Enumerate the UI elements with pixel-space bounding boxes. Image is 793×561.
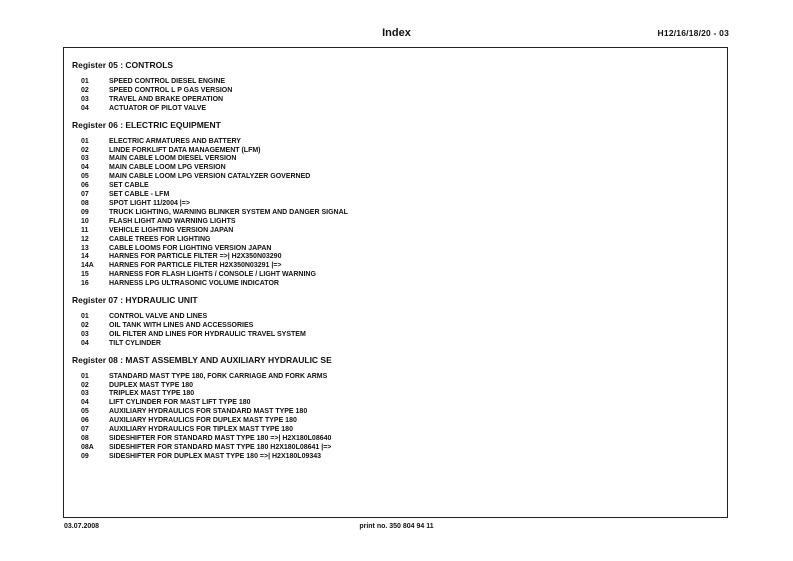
index-entry[interactable] bbox=[72, 87, 719, 96]
index-entry[interactable] bbox=[72, 382, 719, 391]
entry-number: 04 bbox=[81, 399, 89, 407]
entry-number: 02 bbox=[81, 86, 89, 94]
register-list bbox=[72, 60, 719, 468]
register-section bbox=[72, 60, 719, 114]
entry-number: 11 bbox=[81, 226, 89, 234]
index-entry[interactable] bbox=[72, 280, 719, 289]
index-entry[interactable] bbox=[72, 200, 719, 209]
entry-title: SPEED CONTROL L P GAS VERSION bbox=[109, 86, 233, 94]
index-entry[interactable] bbox=[72, 209, 719, 218]
index-entry[interactable] bbox=[72, 373, 719, 382]
register-section bbox=[72, 355, 719, 462]
entry-title: LINDE FORKLIFT DATA MANAGEMENT (LFM) bbox=[109, 146, 261, 154]
index-entry[interactable] bbox=[72, 253, 719, 262]
entry-title: SET CABLE - LFM bbox=[109, 191, 170, 199]
entry-number: 02 bbox=[81, 321, 89, 329]
entry-number: 08 bbox=[81, 199, 89, 207]
entry-title: HARNESS FOR FLASH LIGHTS / CONSOLE / LIGHT WARNING bbox=[109, 271, 316, 279]
index-entry[interactable] bbox=[72, 390, 719, 399]
entry-number: 05 bbox=[81, 408, 89, 416]
entry-number: 12 bbox=[81, 235, 89, 243]
index-entry[interactable] bbox=[72, 313, 719, 322]
entry-number: 05 bbox=[81, 173, 89, 181]
index-frame bbox=[63, 47, 728, 518]
index-entry[interactable] bbox=[72, 426, 719, 435]
entry-number: 02 bbox=[81, 146, 89, 154]
entry-number: 04 bbox=[81, 104, 89, 112]
entry-number: 07 bbox=[81, 426, 89, 434]
index-entry[interactable] bbox=[72, 155, 719, 164]
entry-number: 09 bbox=[81, 208, 89, 216]
entry-title: HARNES FOR PARTICLE FILTER =>| H2X350N03290 bbox=[109, 253, 282, 261]
index-entry[interactable] bbox=[72, 78, 719, 87]
entry-title: MAIN CABLE LOOM DIESEL VERSION bbox=[109, 155, 237, 163]
entry-title: LIFT CYLINDER FOR MAST LIFT TYPE 180 bbox=[109, 399, 251, 407]
entry-number: 16 bbox=[81, 280, 89, 288]
entry-title: CONTROL VALVE AND LINES bbox=[109, 313, 208, 321]
index-entry[interactable] bbox=[72, 236, 719, 245]
index-entry[interactable] bbox=[72, 173, 719, 182]
index-entry[interactable] bbox=[72, 138, 719, 147]
index-entry[interactable] bbox=[72, 262, 719, 271]
entry-number: 02 bbox=[81, 381, 89, 389]
entry-number: 06 bbox=[81, 417, 89, 425]
entry-title: AUXILIARY HYDRAULICS FOR DUPLEX MAST TYPE 180 bbox=[109, 417, 297, 425]
entry-title: TRIPLEX MAST TYPE 180 bbox=[109, 390, 195, 398]
index-entry[interactable] bbox=[72, 218, 719, 227]
entry-title: SIDESHIFTER FOR STANDARD MAST TYPE 180 =>| H2X180L08640 bbox=[109, 435, 332, 442]
register-entries bbox=[72, 138, 719, 289]
entry-number: 08 bbox=[81, 435, 89, 442]
index-entry[interactable] bbox=[72, 408, 719, 417]
register-entries bbox=[72, 78, 719, 114]
entry-number: 01 bbox=[81, 137, 89, 145]
entry-title: VEHICLE LIGHTING VERSION JAPAN bbox=[109, 226, 234, 234]
entry-number: 08A bbox=[81, 443, 94, 451]
entry-number: 04 bbox=[81, 164, 89, 172]
entry-title: SIDESHIFTER FOR DUPLEX MAST TYPE 180 =>| H2X180L09343 bbox=[109, 452, 322, 460]
entry-title: MAIN CABLE LOOM LPG VERSION CATALYZER GOVERNED bbox=[109, 173, 311, 181]
index-entry[interactable] bbox=[72, 322, 719, 331]
index-entry[interactable] bbox=[72, 105, 719, 114]
index-entry[interactable] bbox=[72, 227, 719, 236]
entry-number: 06 bbox=[81, 182, 89, 190]
entry-title: MAIN CABLE LOOM LPG VERSION bbox=[109, 164, 226, 172]
index-entry[interactable] bbox=[72, 147, 719, 156]
index-entry[interactable] bbox=[72, 331, 719, 340]
index-entry[interactable] bbox=[72, 182, 719, 191]
entry-title: HARNESS LPG ULTRASONIC VOLUME INDICATOR bbox=[109, 280, 279, 288]
entry-title: ELECTRIC ARMATURES AND BATTERY bbox=[109, 137, 241, 145]
register-title: Register 05 : CONTROLS bbox=[72, 60, 174, 70]
document-code: H12/16/18/20 - 03 bbox=[657, 28, 729, 38]
register-entries bbox=[72, 373, 719, 462]
entry-title: SPEED CONTROL DIESEL ENGINE bbox=[109, 78, 226, 85]
index-entry[interactable] bbox=[72, 340, 719, 349]
entry-title: DUPLEX MAST TYPE 180 bbox=[109, 381, 194, 389]
entry-number: 01 bbox=[81, 313, 89, 321]
register-title: Register 06 : ELECTRIC EQUIPMENT bbox=[72, 119, 221, 130]
register-entries bbox=[72, 313, 719, 349]
page-title: Index bbox=[382, 27, 411, 39]
register-section bbox=[72, 120, 719, 289]
index-entry[interactable] bbox=[72, 96, 719, 105]
register-title: Register 07 : HYDRAULIC UNIT bbox=[72, 295, 198, 306]
entry-title: TILT CYLINDER bbox=[109, 339, 161, 347]
index-entry[interactable] bbox=[72, 191, 719, 200]
index-entry[interactable] bbox=[72, 399, 719, 408]
index-entry[interactable] bbox=[72, 164, 719, 173]
entry-title: STANDARD MAST TYPE 180, FORK CARRIAGE AND FORK ARMS bbox=[109, 372, 328, 380]
entry-number: 14 bbox=[81, 253, 89, 261]
entry-title: AUXILIARY HYDRAULICS FOR TIPLEX MAST TYPE 180 bbox=[109, 426, 293, 434]
entry-number: 15 bbox=[81, 271, 89, 279]
entry-title: ACTUATOR OF PILOT VALVE bbox=[109, 104, 207, 112]
entry-number: 03 bbox=[81, 390, 89, 398]
entry-number: 03 bbox=[81, 155, 89, 163]
footer-print-number: print no. 350 804 94 11 bbox=[359, 523, 434, 530]
index-entry[interactable] bbox=[72, 444, 719, 453]
entry-number: 13 bbox=[81, 244, 89, 252]
entry-title: AUXILIARY HYDRAULICS FOR STANDARD MAST TYPE 180 bbox=[109, 408, 308, 416]
entry-title: CABLE LOOMS FOR LIGHTING VERSION JAPAN bbox=[109, 244, 272, 252]
entry-title: SIDESHIFTER FOR STANDARD MAST TYPE 180 H2X180L08641 |=> bbox=[109, 443, 332, 451]
entry-title: FLASH LIGHT AND WARNING LIGHTS bbox=[109, 217, 236, 225]
register-title: Register 08 : MAST ASSEMBLY AND AUXILIARY HYDRAULIC SE bbox=[72, 354, 332, 365]
entry-title: OIL TANK WITH LINES AND ACCESSORIES bbox=[109, 321, 254, 329]
entry-number: 14A bbox=[81, 262, 94, 270]
index-entry[interactable] bbox=[72, 435, 719, 444]
entry-number: 09 bbox=[81, 452, 89, 460]
entry-number: 01 bbox=[81, 372, 89, 380]
register-section bbox=[72, 295, 719, 349]
entry-title: SET CABLE bbox=[109, 182, 149, 190]
entry-number: 10 bbox=[81, 217, 89, 225]
footer-date: 03.07.2008 bbox=[64, 523, 100, 530]
entry-number: 03 bbox=[81, 95, 89, 103]
entry-title: SPOT LIGHT 11/2004 |=> bbox=[109, 199, 190, 207]
entry-title: TRAVEL AND BRAKE OPERATION bbox=[109, 95, 224, 103]
entry-title: HARNES FOR PARTICLE FILTER H2X350N03291 |=> bbox=[109, 262, 282, 270]
index-entry[interactable] bbox=[72, 417, 719, 426]
index-entry[interactable] bbox=[72, 453, 719, 462]
entry-number: 04 bbox=[81, 339, 89, 347]
index-entry[interactable] bbox=[72, 245, 719, 254]
entry-number: 01 bbox=[81, 78, 89, 85]
index-entry[interactable] bbox=[72, 271, 719, 280]
entry-number: 03 bbox=[81, 330, 89, 338]
entry-title: OIL FILTER AND LINES FOR HYDRAULIC TRAVEL SYSTEM bbox=[109, 330, 306, 338]
entry-title: TRUCK LIGHTING, WARNING BLINKER SYSTEM AND DANGER SIGNAL bbox=[109, 208, 348, 216]
entry-title: CABLE TREES FOR LIGHTING bbox=[109, 235, 211, 243]
entry-number: 07 bbox=[81, 191, 89, 199]
